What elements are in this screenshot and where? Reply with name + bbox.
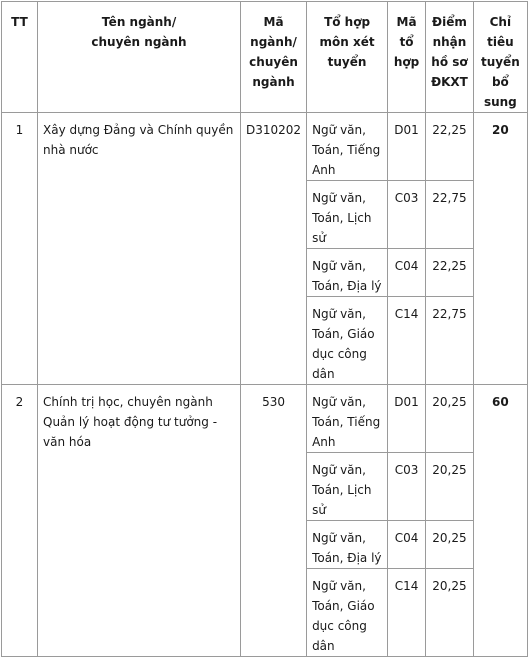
cell-chi-tieu: 20	[473, 113, 527, 385]
cell-ma-to-hop: C04	[388, 249, 426, 297]
cell-mon: Ngữ văn, Toán, Lịch sử	[307, 453, 388, 521]
cell-diem: 20,25	[426, 453, 474, 521]
cell-ma-to-hop: C04	[388, 521, 426, 569]
cell-ma-to-hop: C03	[388, 181, 426, 249]
cell-mon: Ngữ văn, Toán, Tiếng Anh	[307, 113, 388, 181]
cell-ma-to-hop: C14	[388, 569, 426, 657]
cell-mon: Ngữ văn, Toán, Lịch sử	[307, 181, 388, 249]
cell-mon: Ngữ văn, Toán, Địa lý	[307, 521, 388, 569]
cell-ma-to-hop: D01	[388, 385, 426, 453]
cell-tt: 2	[2, 385, 38, 657]
cell-tt: 1	[2, 113, 38, 385]
table-row	[2, 385, 528, 453]
cell-ma-nganh: 530	[241, 385, 307, 657]
header-chi-tieu: Chỉ tiêu tuyển bổ sung	[473, 2, 527, 113]
admission-table-container	[1, 1, 528, 657]
cell-ma-to-hop: C03	[388, 453, 426, 521]
cell-diem: 22,25	[426, 113, 474, 181]
cell-chi-tieu: 60	[473, 385, 527, 657]
cell-ten-nganh: Chính trị học, chuyên ngành Quản lý hoạt động tư tưởng - văn hóa	[38, 385, 241, 657]
header-ma-nganh: Mã ngành/ chuyên ngành	[241, 2, 307, 113]
cell-mon: Ngữ văn, Toán, Địa lý	[307, 249, 388, 297]
header-row	[2, 2, 528, 113]
cell-ma-to-hop: C14	[388, 297, 426, 385]
cell-diem: 22,75	[426, 181, 474, 249]
cell-mon: Ngữ văn, Toán, Giáo dục công dân	[307, 569, 388, 657]
cell-diem: 20,25	[426, 385, 474, 453]
table-row	[2, 113, 528, 181]
header-diem: Điểm nhận hồ sơ ĐKXT	[426, 2, 474, 113]
header-ma-to-hop: Mã tổ hợp	[388, 2, 426, 113]
header-tt: TT	[2, 2, 38, 113]
cell-diem: 20,25	[426, 521, 474, 569]
cell-diem: 22,25	[426, 249, 474, 297]
cell-diem: 20,25	[426, 569, 474, 657]
cell-mon: Ngữ văn, Toán, Giáo dục công dân	[307, 297, 388, 385]
admission-table	[1, 1, 528, 657]
header-ten-nganh: Tên ngành/ chuyên ngành	[38, 2, 241, 113]
cell-mon: Ngữ văn, Toán, Tiếng Anh	[307, 385, 388, 453]
cell-diem: 22,75	[426, 297, 474, 385]
cell-ma-nganh: D310202	[241, 113, 307, 385]
header-to-hop: Tổ hợp môn xét tuyển	[307, 2, 388, 113]
cell-ten-nganh: Xây dựng Đảng và Chính quyền nhà nước	[38, 113, 241, 385]
cell-ma-to-hop: D01	[388, 113, 426, 181]
